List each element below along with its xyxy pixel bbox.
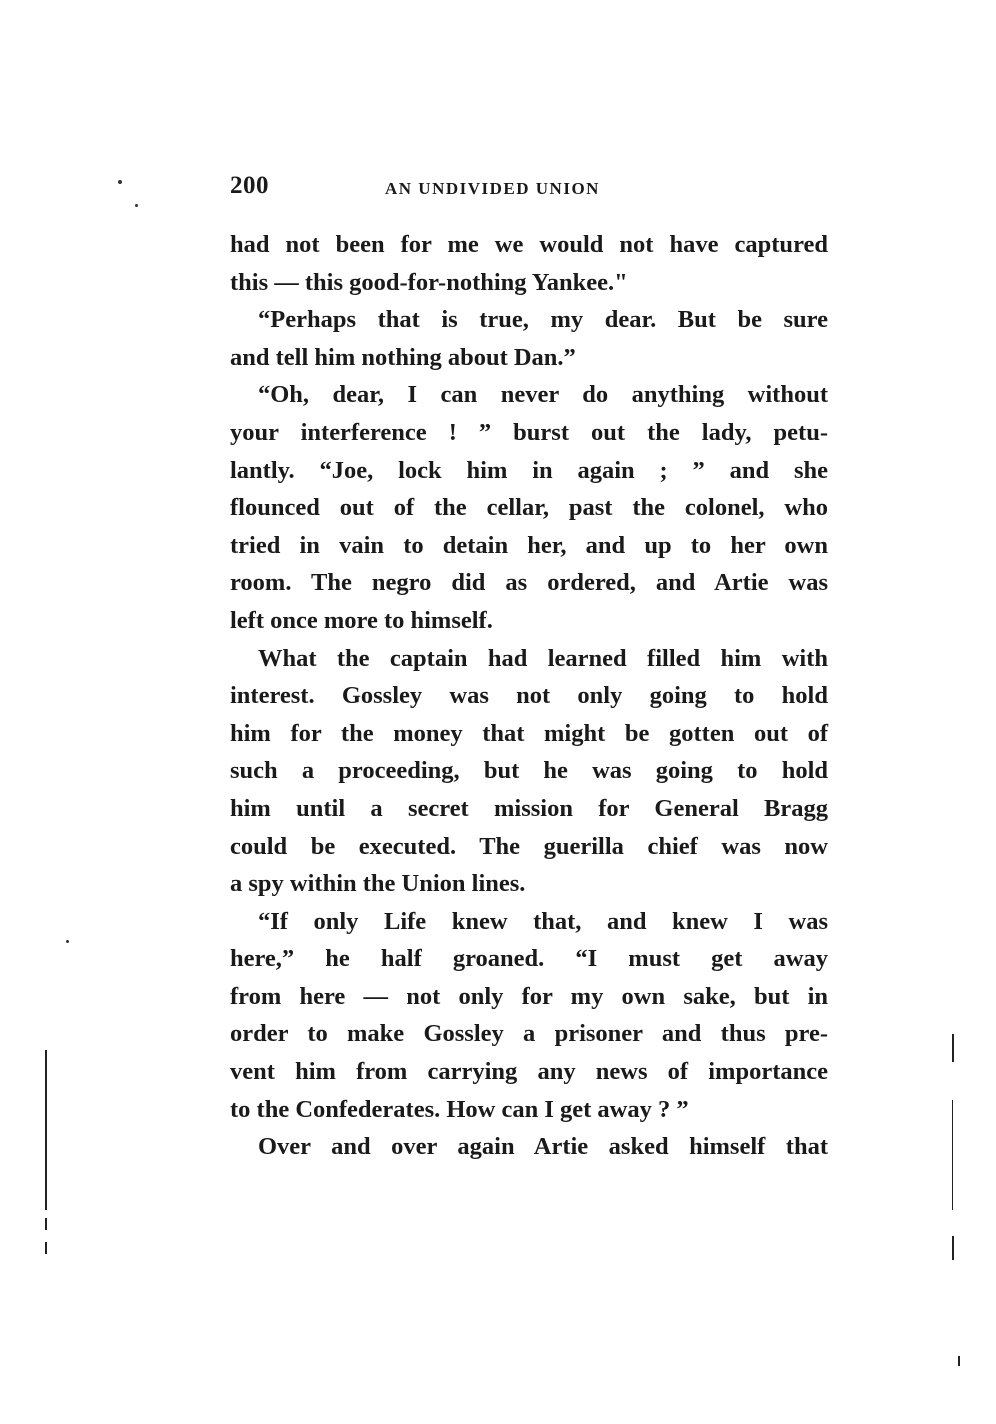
- scan-margin-line: [952, 1034, 954, 1062]
- text-line: vent him from carrying any news of importance: [230, 1058, 828, 1086]
- text-line: had not been for me we would not have captured: [230, 231, 828, 258]
- text-line: to the Confederates. How can I get away ? ”: [230, 1095, 689, 1123]
- text-line: “Perhaps that is true, my dear. But be sure: [258, 306, 828, 334]
- scan-margin-line: [45, 1218, 47, 1230]
- page-number: 200: [230, 172, 269, 199]
- text-line: such a proceeding, but he was going to hold: [230, 757, 828, 785]
- text-line: What the captain had learned filled him with: [258, 644, 828, 672]
- scan-margin-line: [45, 1242, 47, 1254]
- text-line: him until a secret mission for General Bragg: [230, 794, 828, 822]
- text-line: your interference ! ” burst out the lady, petu-: [230, 418, 828, 446]
- text-line: from here — not only for my own sake, but in: [230, 982, 828, 1010]
- text-line: could be executed. The guerilla chief was now: [230, 832, 828, 860]
- text-line: this — this good-for-nothing Yankee.": [230, 268, 628, 296]
- text-line: here,” he half groaned. “I must get away: [230, 945, 828, 973]
- text-line: tried in vain to detain her, and up to her own: [230, 531, 828, 559]
- text-line: “Oh, dear, I can never do anything without: [258, 381, 828, 409]
- text-line: flounced out of the cellar, past the colonel, who: [230, 494, 828, 522]
- scan-margin-line: [958, 1356, 960, 1366]
- text-line: him for the money that might be gotten out of: [230, 719, 828, 747]
- text-line: left once more to himself.: [230, 606, 493, 634]
- scan-speck: [118, 180, 122, 184]
- text-line: and tell him nothing about Dan.”: [230, 343, 576, 371]
- text-line: interest. Gossley was not only going to hold: [230, 682, 828, 710]
- scan-margin-line: [952, 1236, 954, 1260]
- text-line: room. The negro did as ordered, and Artie was: [230, 569, 828, 597]
- running-head: [230, 172, 830, 206]
- text-line: order to make Gossley a prisoner and thus pre-: [230, 1020, 828, 1048]
- text-line: Over and over again Artie asked himself that: [258, 1133, 828, 1161]
- scan-margin-line: [45, 1050, 47, 1210]
- scan-speck: [135, 204, 138, 207]
- body-text: [230, 226, 828, 1166]
- text-line: lantly. “Joe, lock him in again ; ” and she: [230, 456, 828, 484]
- text-line: “If only Life knew that, and knew I was: [258, 907, 828, 935]
- scan-margin-line: [952, 1100, 953, 1210]
- text-line: a spy within the Union lines.: [230, 870, 526, 898]
- running-title: AN UNDIVIDED UNION: [385, 179, 600, 198]
- scan-speck: [66, 940, 69, 943]
